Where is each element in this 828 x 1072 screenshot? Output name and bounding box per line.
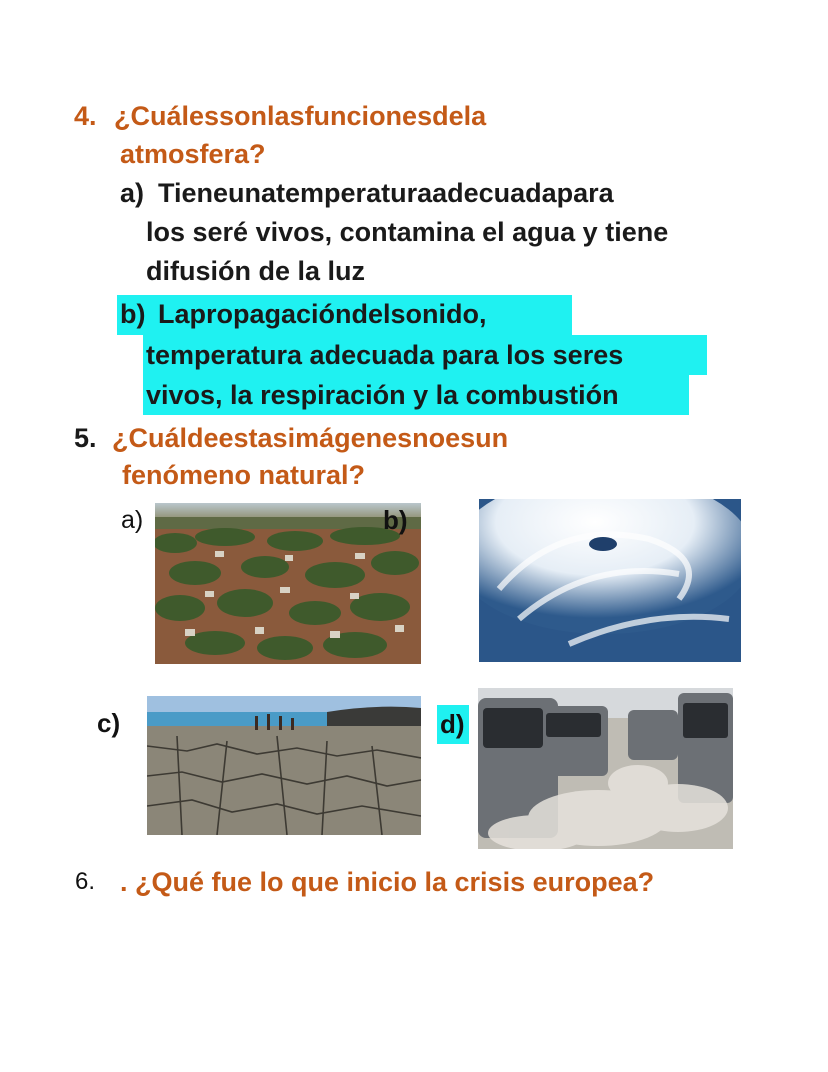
q4-option-a-line1: Tieneunatemperaturaadecuadapara — [158, 178, 614, 208]
flood-photo-icon[interactable] — [155, 503, 421, 664]
image-c-label: c) — [97, 708, 121, 738]
hurricane-photo-icon[interactable] — [479, 499, 741, 662]
q4-option-b-line1: Lapropagacióndelsonido, — [158, 299, 487, 329]
image-d-label: d) — [440, 709, 465, 739]
q4-question-line2: atmosfera? — [120, 139, 266, 169]
car-pollution-photo-icon[interactable] — [478, 688, 733, 849]
image-a-label: a) — [121, 506, 144, 534]
q4-option-a-line2: los seré vivos, contamina el agua y tiene — [146, 217, 669, 247]
drought-photo-icon[interactable] — [147, 696, 421, 835]
q4-option-b-line3: vivos, la respiración y la combustión — [146, 380, 619, 410]
q4-number: 4. — [74, 101, 97, 131]
image-b-label: b) — [383, 505, 408, 535]
q6-question: . ¿Qué fue lo que inicio la crisis europea? — [120, 867, 655, 897]
q4-option-b-line2: temperatura adecuada para los seres — [146, 340, 624, 370]
q6-number: 6. — [75, 868, 96, 895]
q5-question-line2: fenómeno natural? — [122, 460, 366, 490]
q5-question-line1: ¿Cuáldeestasimágenesnoesun — [112, 423, 509, 453]
q5-number: 5. — [74, 423, 97, 453]
q4-option-b-letter: b) — [120, 299, 146, 329]
q4-option-a-line3: difusión de la luz — [146, 256, 366, 286]
q4-option-a-letter: a) — [120, 178, 145, 208]
q4-question-line1: ¿Cuálessonlasfuncionesdela — [114, 101, 487, 131]
